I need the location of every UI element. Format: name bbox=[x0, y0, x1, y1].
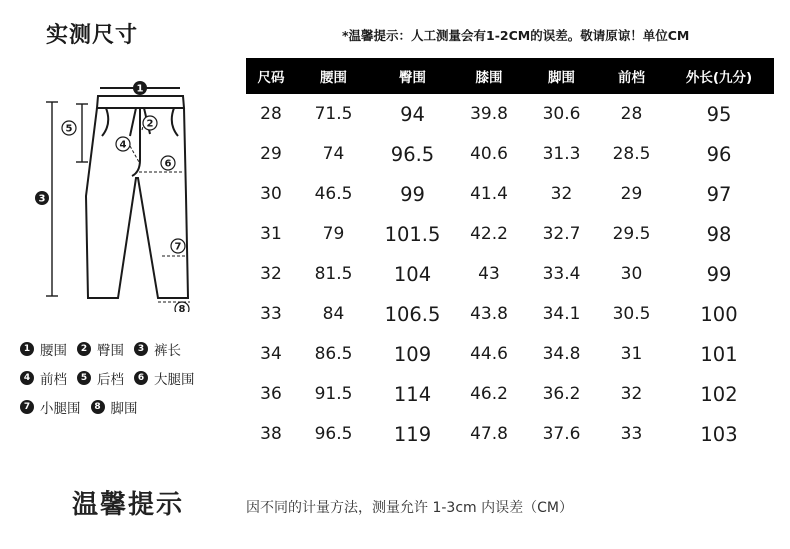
legend-number-badge: 3 bbox=[134, 342, 148, 356]
table-cell: 104 bbox=[393, 262, 432, 286]
legend-label: 大腿围 bbox=[154, 371, 195, 388]
table-cell: 44.6 bbox=[470, 344, 508, 364]
table-cell: 32.7 bbox=[542, 224, 581, 244]
table-cell: 28 bbox=[620, 104, 643, 124]
table-cell: 96.5 bbox=[390, 142, 435, 166]
marker-8-label: 8 bbox=[178, 304, 186, 312]
marker-2-label: 2 bbox=[146, 118, 154, 130]
legend-item-front-rise bbox=[20, 368, 67, 388]
table-cell: 99 bbox=[706, 262, 732, 286]
marker-7-label: 7 bbox=[174, 241, 182, 253]
table-cell: 32 bbox=[260, 264, 282, 284]
pants-diagram bbox=[28, 76, 228, 312]
table-cell: 39.8 bbox=[470, 104, 508, 124]
header-hip: 臀围 bbox=[371, 58, 454, 94]
table-cell: 91.5 bbox=[314, 384, 353, 404]
legend-label: 小腿围 bbox=[40, 400, 81, 417]
legend-row bbox=[20, 363, 250, 392]
table-cell: 86.5 bbox=[314, 344, 353, 364]
legend-label: 臀围 bbox=[97, 342, 124, 359]
legend-number-badge: 5 bbox=[77, 371, 91, 385]
table-cell: 46.2 bbox=[470, 384, 508, 404]
table-row bbox=[246, 94, 774, 134]
right-pocket bbox=[172, 108, 178, 136]
table-cell: 106.5 bbox=[384, 302, 441, 326]
table-row bbox=[246, 294, 774, 334]
table-cell: 109 bbox=[393, 342, 432, 366]
legend-label: 腰围 bbox=[40, 342, 67, 359]
table-cell: 43.8 bbox=[470, 304, 508, 324]
table-cell: 46.5 bbox=[314, 184, 353, 204]
table-cell: 81.5 bbox=[314, 264, 353, 284]
table-cell: 96 bbox=[706, 142, 732, 166]
table-cell: 30 bbox=[260, 184, 282, 204]
table-cell: 95 bbox=[706, 102, 732, 126]
table-cell: 97 bbox=[706, 182, 732, 206]
table-cell: 101 bbox=[700, 342, 738, 366]
legend-label: 裤长 bbox=[154, 342, 181, 359]
legend-item-calf bbox=[20, 397, 81, 417]
tip-text: 因不同的计量方法，测量允许 1-3cm 内误差（CM） bbox=[246, 500, 573, 516]
table-cell: 32 bbox=[550, 184, 573, 204]
table-cell: 32 bbox=[620, 384, 643, 404]
table-cell: 99 bbox=[400, 182, 425, 206]
table-row bbox=[246, 374, 774, 414]
legend-number-badge: 7 bbox=[20, 400, 34, 414]
table-cell: 36.2 bbox=[542, 384, 581, 404]
legend-row bbox=[20, 334, 250, 363]
table-row bbox=[246, 254, 774, 294]
legend-number-badge: 4 bbox=[20, 371, 34, 385]
legend-item-thigh bbox=[134, 368, 195, 388]
table-cell: 30.6 bbox=[542, 104, 581, 124]
marker-1-label: 1 bbox=[136, 83, 144, 95]
legend-item-back-rise bbox=[77, 368, 124, 388]
header-size: 尺码 bbox=[246, 58, 296, 94]
table-cell: 74 bbox=[322, 144, 345, 164]
tip-title: 温馨提示 bbox=[72, 490, 185, 520]
legend-number-badge: 2 bbox=[77, 342, 91, 356]
marker-3-label: 3 bbox=[38, 193, 46, 205]
header-front-rise: 前档 bbox=[599, 58, 664, 94]
table-cell: 37.6 bbox=[542, 424, 581, 444]
marker-5-label: 5 bbox=[65, 123, 73, 135]
table-cell: 47.8 bbox=[470, 424, 508, 444]
table-cell: 100 bbox=[700, 302, 738, 326]
legend-item-waist bbox=[20, 339, 67, 359]
table-cell: 31 bbox=[620, 344, 643, 364]
size-table bbox=[246, 58, 774, 454]
legend-item-hip bbox=[77, 339, 124, 359]
legend-label: 前档 bbox=[40, 371, 67, 388]
header-hem: 脚围 bbox=[524, 58, 599, 94]
legend-number-badge: 1 bbox=[20, 342, 34, 356]
table-cell: 94 bbox=[400, 102, 425, 126]
header-knee: 膝围 bbox=[454, 58, 524, 94]
legend-row bbox=[20, 392, 250, 421]
table-cell: 29 bbox=[620, 184, 643, 204]
table-cell: 114 bbox=[393, 382, 432, 406]
measurement-notice: *温馨提示：人工测量会有1-2CM的误差。敬请原谅！单位CM bbox=[342, 28, 690, 43]
legend-item-length bbox=[134, 339, 181, 359]
table-cell: 38 bbox=[260, 424, 282, 444]
legend-label: 后档 bbox=[97, 371, 124, 388]
table-cell: 29 bbox=[260, 144, 282, 164]
table-cell: 29.5 bbox=[612, 224, 651, 244]
table-row bbox=[246, 334, 774, 374]
header-length: 外长(九分) bbox=[664, 58, 774, 94]
table-cell: 33 bbox=[620, 424, 643, 444]
table-cell: 30 bbox=[620, 264, 643, 284]
table-cell: 33.4 bbox=[542, 264, 581, 284]
header-waist: 腰围 bbox=[296, 58, 371, 94]
table-cell: 28.5 bbox=[612, 144, 651, 164]
table-cell: 41.4 bbox=[470, 184, 508, 204]
table-row bbox=[246, 134, 774, 174]
table-cell: 43 bbox=[478, 264, 500, 284]
table-cell: 28 bbox=[260, 104, 282, 124]
table-cell: 101.5 bbox=[384, 222, 441, 246]
table-cell: 98 bbox=[706, 222, 732, 246]
pants-outline bbox=[86, 108, 188, 298]
table-cell: 31.3 bbox=[542, 144, 581, 164]
table-cell: 30.5 bbox=[612, 304, 651, 324]
table-cell: 119 bbox=[393, 422, 432, 446]
table-cell: 84 bbox=[322, 304, 345, 324]
table-cell: 71.5 bbox=[314, 104, 353, 124]
table-cell: 36 bbox=[260, 384, 282, 404]
table-cell: 103 bbox=[700, 422, 738, 446]
table-cell: 42.2 bbox=[470, 224, 508, 244]
table-cell: 31 bbox=[260, 224, 282, 244]
legend-label: 脚围 bbox=[110, 400, 138, 417]
measurement-legend bbox=[20, 334, 250, 421]
table-row bbox=[246, 174, 774, 214]
legend-number-badge: 6 bbox=[134, 371, 148, 385]
table-row bbox=[246, 414, 774, 454]
left-pocket bbox=[102, 108, 108, 136]
marker-6-label: 6 bbox=[164, 158, 172, 170]
front-rise-guide bbox=[130, 146, 139, 162]
table-row bbox=[246, 214, 774, 254]
table-cell: 102 bbox=[700, 382, 738, 406]
page-title: 实测尺寸 bbox=[46, 23, 139, 48]
table-cell: 33 bbox=[260, 304, 282, 324]
legend-item-hem bbox=[91, 397, 138, 417]
table-cell: 34 bbox=[260, 344, 282, 364]
table-cell: 34.8 bbox=[542, 344, 581, 364]
waistband-shape bbox=[97, 96, 184, 108]
size-table-header bbox=[246, 58, 774, 94]
marker-4-label: 4 bbox=[119, 139, 127, 151]
table-cell: 40.6 bbox=[470, 144, 508, 164]
table-cell: 34.1 bbox=[542, 304, 581, 324]
table-cell: 96.5 bbox=[314, 424, 353, 444]
table-cell: 79 bbox=[322, 224, 345, 244]
legend-number-badge: 8 bbox=[91, 400, 105, 414]
